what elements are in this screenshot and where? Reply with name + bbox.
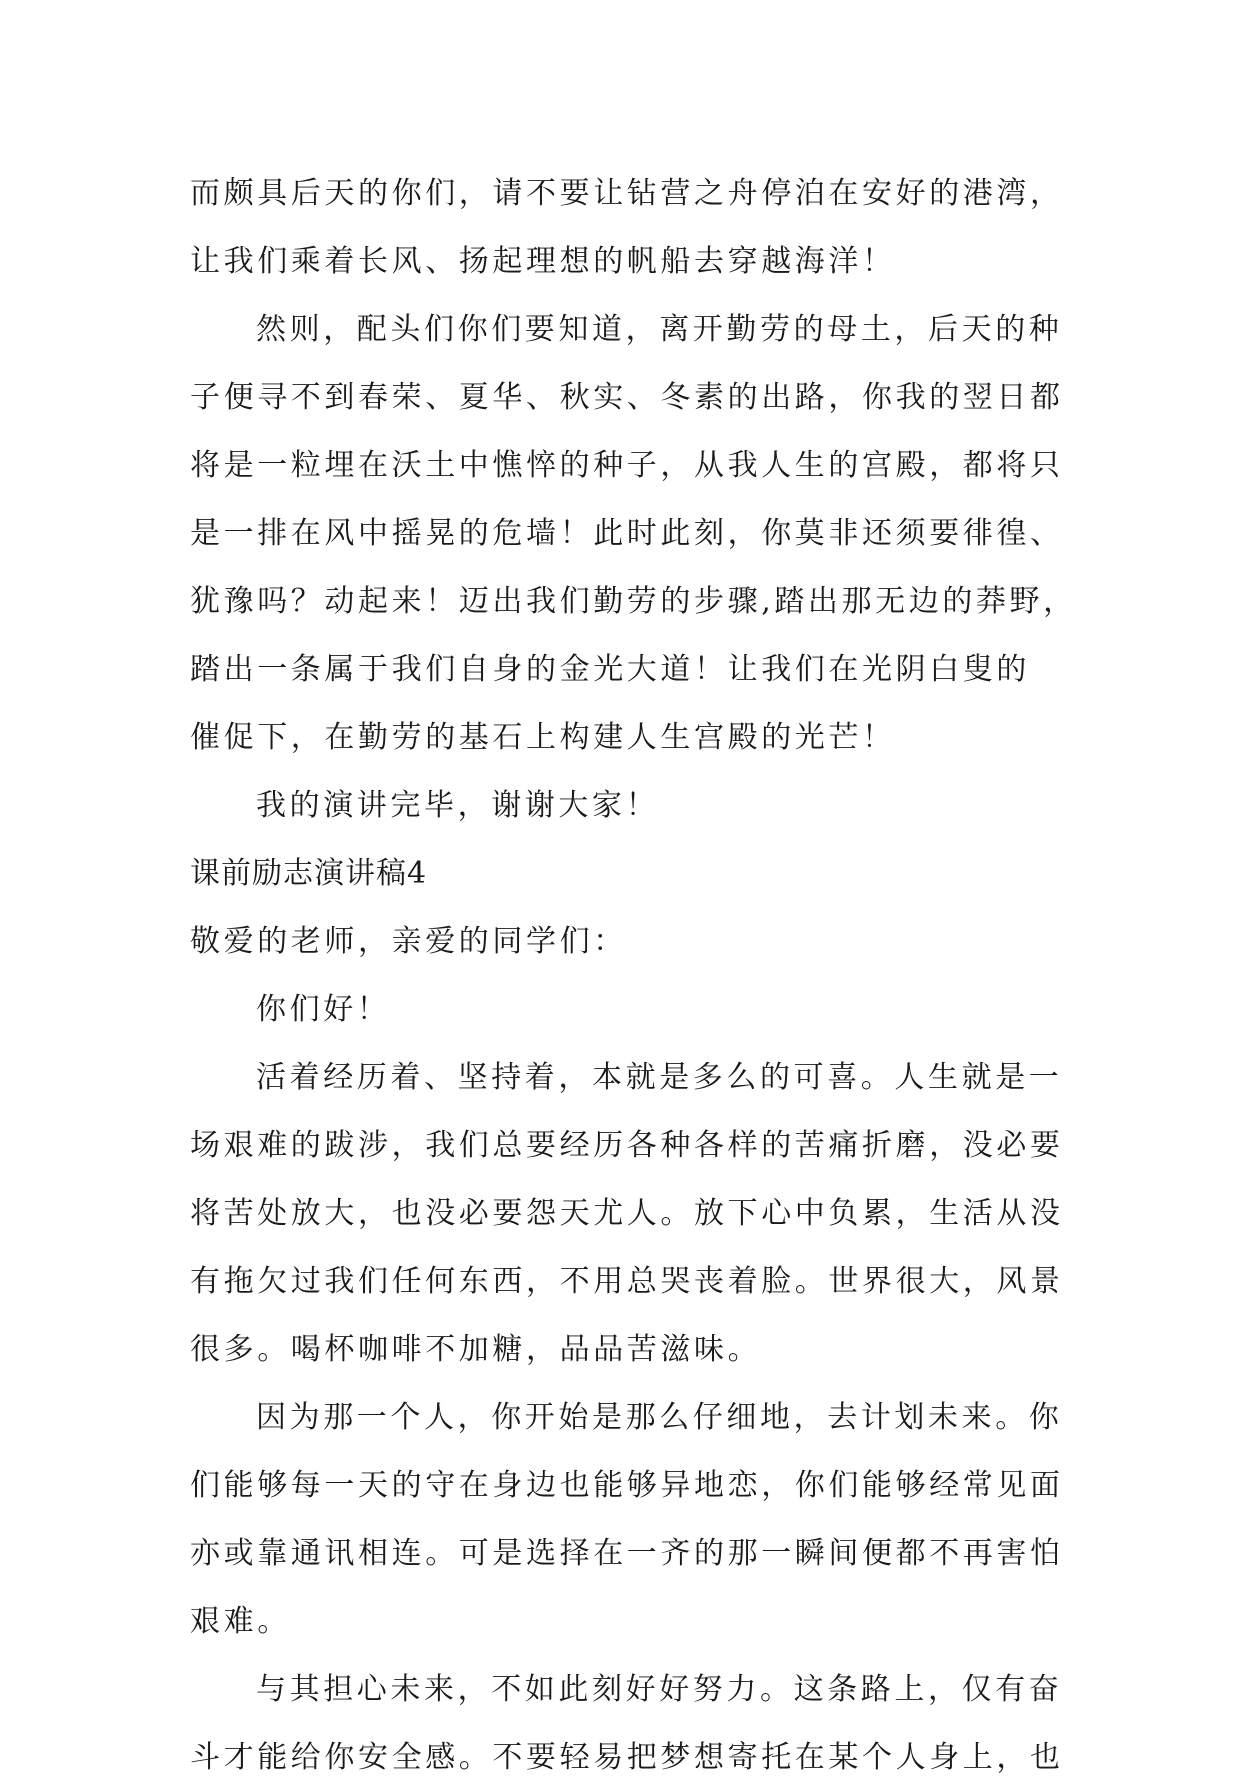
section-heading: 课前励志演讲稿4 (190, 856, 428, 891)
paragraph-start-line: 因为那一个人，你开始是那么仔细地，去计划未来。你 (256, 1400, 1063, 1435)
document-page (190, 160, 1077, 1792)
salutation-line: 敬爱的老师，亲爱的同学们： (190, 924, 627, 959)
text-line: 而颇具后天的你们，请不要让钻营之舟停泊在安好的港湾， (190, 176, 1064, 211)
text-line: 催促下，在勤劳的基石上构建人生宫殿的光芒！ (190, 720, 896, 755)
text-line: 有拖欠过我们任何东西，不用总哭丧着脸。世界很大，风景 (190, 1264, 1064, 1299)
text-line: 场艰难的跋涉，我们总要经历各种各样的苦痛折磨，没必要 (190, 1128, 1064, 1163)
text-line: 艰难。 (190, 1604, 291, 1639)
paragraph-start-line: 然则，配头们你们要知道，离开勤劳的母土，后天的种 (256, 312, 1063, 347)
text-line: 斗才能给你安全感。不要轻易把梦想寄托在某个人身上，也 (190, 1740, 1064, 1775)
paragraph-start-line: 与其担心未来，不如此刻好好努力。这条路上，仅有奋 (256, 1672, 1063, 1707)
greeting-line: 你们好！ (256, 992, 391, 1027)
text-line: 让我们乘着长风、扬起理想的帆船去穿越海洋！ (190, 244, 896, 279)
text-line: 亦或靠通讯相连。可是选择在一齐的那一瞬间便都不再害怕 (190, 1536, 1064, 1571)
paragraph-start-line: 活着经历着、坚持着，本就是多么的可喜。人生就是一 (256, 1060, 1063, 1095)
text-line: 们能够每一天的守在身边也能够异地恋，你们能够经常见面 (190, 1468, 1064, 1503)
text-line: 将是一粒埋在沃土中憔悴的种子，从我人生的宫殿，都将只 (190, 448, 1064, 483)
paragraph-start-line: 我的演讲完毕，谢谢大家！ (256, 788, 660, 823)
text-line: 踏出一条属于我们自身的金光大道！让我们在光阴白叟的 (190, 652, 1030, 687)
text-line: 犹豫吗？动起来！迈出我们勤劳的步骤,踏出那无边的莽野， (190, 584, 1077, 619)
text-line: 很多。喝杯咖啡不加糖，品品苦滋味。 (190, 1332, 762, 1367)
text-line: 是一排在风中摇晃的危墙！此时此刻，你莫非还须要徘徨、 (190, 516, 1064, 551)
text-line: 将苦处放大，也没必要怨天尤人。放下心中负累，生活从没 (190, 1196, 1064, 1231)
text-line: 子便寻不到春荣、夏华、秋实、冬素的出路，你我的翌日都 (190, 380, 1064, 415)
